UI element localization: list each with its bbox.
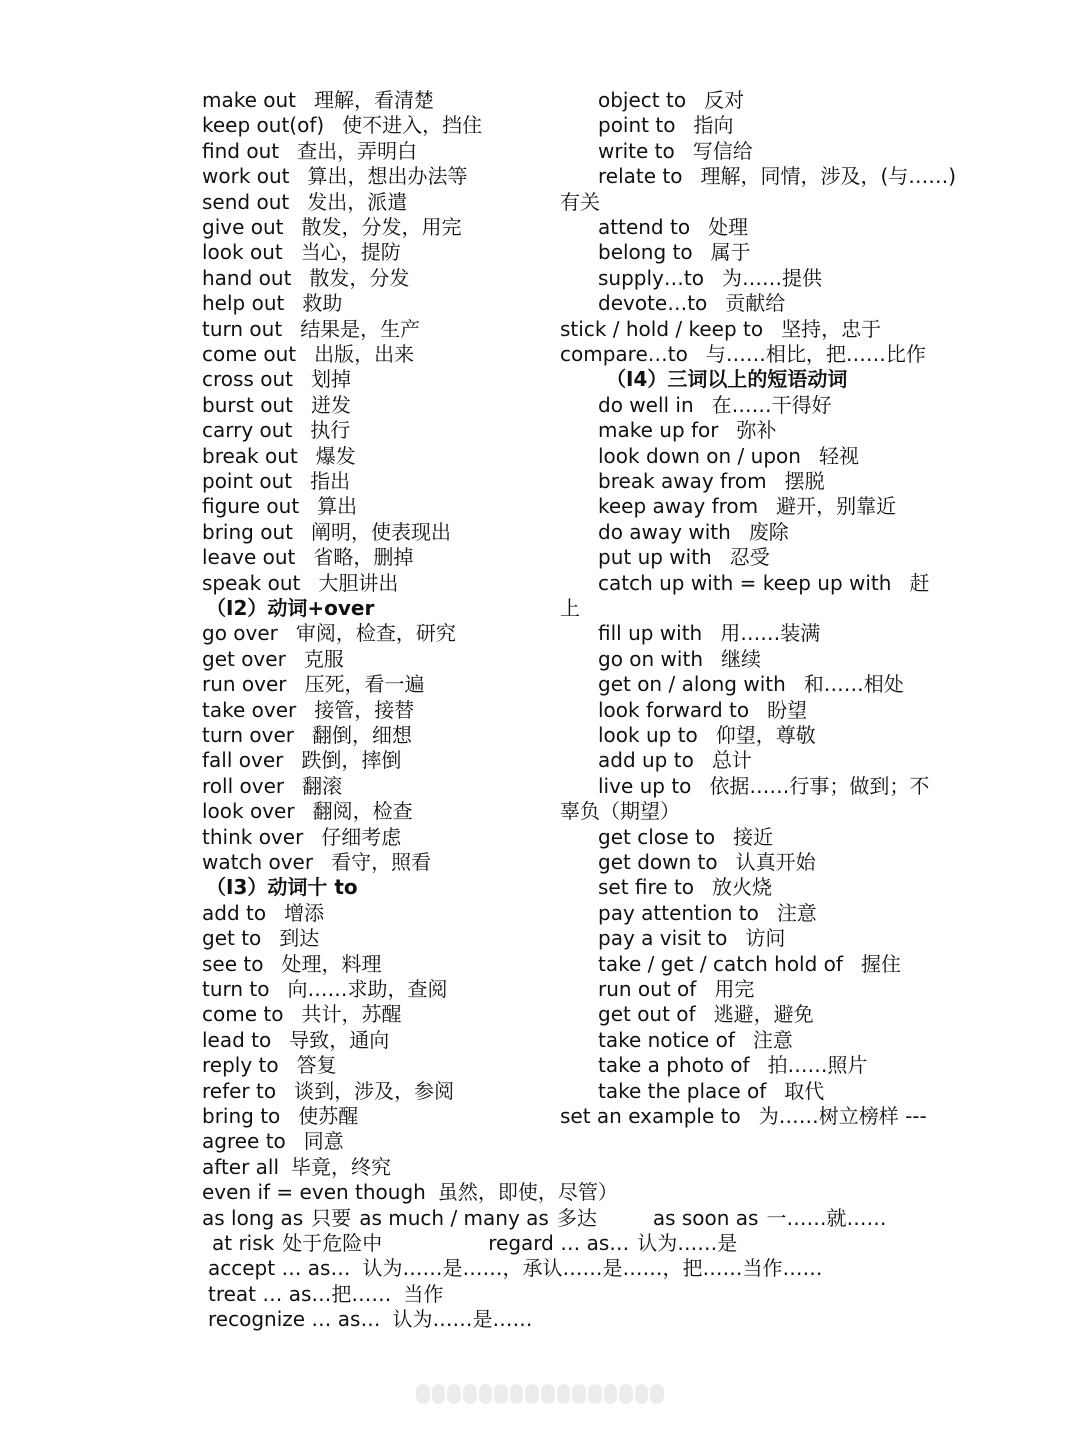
phrase-entry — [598, 977, 754, 1002]
phrase-entry — [598, 571, 929, 596]
phrase-chinese: 弥补 — [736, 418, 777, 443]
phrase-english: stick / hold / keep to — [560, 316, 764, 341]
phrase-entry — [598, 723, 816, 748]
phrase-chinese: 压死，看一遍 — [304, 672, 425, 697]
phrase-chinese: 指出 — [310, 469, 351, 493]
phrase-english: see to — [202, 951, 264, 976]
phrase-english: get over — [202, 646, 286, 671]
phrase-chinese: 毕竟，终究 — [291, 1154, 392, 1179]
phrase-entry — [202, 647, 344, 672]
phrase-entry — [598, 1053, 868, 1078]
phrase-chinese: 查出，弄明白 — [297, 138, 418, 163]
phrase-entry — [598, 215, 748, 240]
watermark-logo — [416, 1384, 664, 1404]
phrase-chinese: 接管，接替 — [314, 697, 415, 722]
phrase-english: even if = even though — [202, 1180, 426, 1205]
phrase-chinese: 克服 — [303, 646, 344, 671]
phrase-english: after all — [202, 1154, 280, 1179]
phrase-entry — [202, 977, 448, 1002]
phrase-english: come to — [202, 1002, 284, 1027]
phrase-chinese: 为……树立榜样 --- — [758, 1104, 927, 1128]
phrase-chinese: 共计，苏醒 — [301, 1002, 402, 1027]
phrase-chinese: 用完 — [714, 977, 755, 1001]
phrase-english: look down on / upon — [598, 443, 801, 468]
phrase-chinese: 坚持，忠于 — [781, 316, 882, 341]
phrase-english: add up to — [598, 748, 694, 773]
phrase-english: bring to — [202, 1104, 281, 1128]
phrase-entry — [202, 88, 434, 113]
wrapped-meaning: 有关 — [560, 189, 600, 214]
phrase-english: pay a visit to — [598, 926, 728, 951]
phrase-entry — [202, 1002, 401, 1027]
phrase-english: agree to — [202, 1129, 286, 1154]
phrase-english: fall over — [202, 748, 284, 773]
phrase-chinese: 总计 — [711, 748, 752, 773]
phrase-entry — [202, 952, 381, 977]
phrase-chinese: 认真开始 — [735, 850, 816, 874]
phrase-entry — [598, 266, 822, 291]
phrase-entry — [598, 952, 901, 977]
phrase-english: leave out — [202, 545, 296, 570]
phrase-english: work out — [202, 164, 290, 189]
phrase-chinese: 认为……是 — [637, 1231, 738, 1255]
phrase-chinese: 注意 — [752, 1027, 793, 1052]
phrase-chinese: 散发，分发 — [309, 265, 410, 290]
phrase-entry — [202, 367, 351, 392]
phrase-entry — [598, 393, 832, 418]
phrase-entry — [598, 1079, 824, 1104]
phrase-entry — [202, 748, 401, 773]
phrase-english: keep away from — [598, 494, 759, 519]
phrase-english: relate to — [598, 164, 683, 189]
phrase-entry — [202, 850, 431, 875]
phrase-english: catch up with = keep up with — [598, 570, 892, 595]
phrase-english: treat … as…把…… — [208, 1281, 392, 1306]
phrase-entry — [202, 698, 414, 723]
phrase-english: get down to — [598, 850, 718, 874]
phrase-chinese: 跌倒，摔倒 — [301, 748, 402, 773]
phrase-english: send out — [202, 189, 290, 214]
phrase-chinese: 处于危险中 — [282, 1231, 383, 1255]
phrase-chinese: 划掉 — [310, 367, 351, 392]
phrase-entry — [560, 317, 881, 342]
phrase-chinese: 执行 — [310, 418, 351, 443]
phrase-entry — [598, 444, 859, 469]
phrase-entry — [202, 215, 462, 240]
phrase-entry — [208, 1282, 443, 1307]
phrase-chinese: 轻视 — [818, 443, 859, 468]
phrase-chinese: 接近 — [733, 824, 774, 849]
phrase-entry — [202, 393, 351, 418]
phrase-entry — [560, 342, 926, 367]
phrase-entry — [598, 774, 929, 799]
phrase-english: do well in — [598, 392, 694, 417]
phrase-entry — [208, 1307, 532, 1332]
phrase-chinese: 算出 — [317, 494, 358, 519]
phrase-entry — [598, 926, 785, 951]
phrase-english: get out of — [598, 1002, 696, 1027]
phrase-entry — [202, 1206, 886, 1231]
phrase-chinese: 避开，别靠近 — [776, 494, 897, 519]
phrase-english: look over — [202, 799, 295, 824]
phrase-entry — [202, 672, 425, 697]
phrase-entry — [598, 621, 820, 646]
phrase-english: fill up with — [598, 621, 703, 646]
phrase-chinese: 多达 — [556, 1205, 597, 1230]
phrase-entry — [598, 494, 896, 519]
phrase-chinese: 仔细考虑 — [321, 824, 402, 849]
phrase-english: turn to — [202, 977, 270, 1001]
phrase-entry — [202, 139, 417, 164]
phrase-chinese: 取代 — [784, 1078, 825, 1103]
phrase-entry — [598, 164, 956, 189]
phrase-chinese: 在……干得好 — [711, 392, 832, 417]
phrase-entry — [598, 901, 817, 926]
phrase-entry — [598, 1002, 814, 1027]
phrase-entry — [202, 1028, 389, 1053]
phrase-english: refer to — [202, 1078, 277, 1103]
phrase-chinese: 写信给 — [692, 138, 753, 163]
phrase-chinese: 握住 — [860, 951, 901, 976]
phrase-chinese: 看守，照看 — [331, 850, 432, 874]
phrase-chinese: 为……提供 — [721, 265, 822, 290]
phrase-chinese: 翻阅，检查 — [312, 799, 413, 824]
phrase-entry — [202, 444, 356, 469]
phrase-english: do away with — [598, 519, 731, 544]
phrase-english: run out of — [598, 977, 697, 1001]
phrase-chinese: 发出，派遣 — [307, 189, 408, 214]
phrase-entry — [202, 723, 412, 748]
phrase-chinese: 理解，同情，涉及，(与……) — [700, 164, 957, 189]
phrase-chinese: 算出，想出办法等 — [307, 164, 468, 189]
phrase-entry — [598, 139, 753, 164]
phrase-entry — [202, 113, 482, 138]
phrase-entry — [202, 317, 420, 342]
phrase-chinese: 依据……行事；做到；不 — [709, 773, 930, 798]
phrase-chinese: 认为……是……，承认……是……，把……当作…… — [362, 1256, 823, 1281]
phrase-entry — [202, 190, 407, 215]
phrase-entry — [598, 825, 773, 850]
phrase-entry — [202, 266, 409, 291]
phrase-english: go over — [202, 621, 278, 646]
phrase-english: turn out — [202, 316, 283, 341]
phrase-entry — [202, 1155, 391, 1180]
phrase-english: write to — [598, 138, 675, 163]
phrase-english: break away from — [598, 469, 767, 493]
phrase-chinese: 出版，出来 — [314, 342, 415, 366]
phrase-english: recognize … as… — [208, 1307, 381, 1332]
phrase-entry — [598, 875, 772, 900]
phrase-entry — [598, 672, 904, 697]
phrase-chinese: 当心，提防 — [300, 240, 401, 265]
phrase-english: put up with — [598, 545, 712, 570]
phrase-english: regard … as… — [488, 1231, 630, 1255]
phrase-chinese: 放火烧 — [712, 875, 773, 900]
phrase-chinese: 翻滚 — [302, 773, 343, 798]
phrase-chinese: 谈到，涉及，参阅 — [294, 1078, 455, 1103]
phrase-chinese: 大胆讲出 — [318, 570, 399, 595]
phrase-entry — [202, 520, 451, 545]
phrase-english: get close to — [598, 824, 716, 849]
phrase-chinese: 结果是，生产 — [300, 316, 421, 341]
phrase-english: carry out — [202, 418, 293, 443]
phrase-entry — [202, 469, 350, 494]
phrase-entry — [202, 1053, 337, 1078]
phrase-chinese: 阐明，使表现出 — [310, 519, 451, 544]
phrase-english: help out — [202, 291, 285, 316]
phrase-english: turn over — [202, 723, 295, 747]
phrase-chinese: 使苏醒 — [298, 1104, 359, 1128]
phrase-english: at risk — [212, 1231, 275, 1255]
phrase-chinese: 拍……照片 — [767, 1053, 868, 1078]
phrase-entry — [598, 88, 744, 113]
phrase-chinese: 到达 — [279, 926, 320, 951]
phrase-chinese: 反对 — [704, 88, 745, 112]
phrase-entry — [598, 469, 825, 494]
phrase-english: point to — [598, 113, 676, 138]
phrase-entry — [202, 774, 342, 799]
phrase-english: set an example to — [560, 1104, 741, 1128]
phrase-chinese: 理解，看清楚 — [314, 88, 435, 112]
phrase-entry — [202, 799, 413, 824]
phrase-english: point out — [202, 469, 293, 493]
phrase-english: make out — [202, 88, 297, 112]
phrase-english: set fire to — [598, 875, 695, 900]
phrase-chinese: 当作 — [403, 1281, 444, 1306]
phrase-english: look forward to — [598, 697, 750, 722]
phrase-entry — [598, 291, 785, 316]
phrase-chinese: 爆发 — [315, 443, 356, 468]
phrase-chinese: 审阅，检查，研究 — [295, 621, 456, 646]
phrase-english: give out — [202, 215, 284, 239]
phrase-entry — [202, 1180, 618, 1205]
phrase-english: go on with — [598, 646, 703, 671]
phrase-chinese: 省略，删掉 — [313, 545, 414, 570]
phrase-chinese: 只要 — [311, 1205, 352, 1230]
phrase-entry — [202, 164, 468, 189]
phrase-chinese: 和……相处 — [803, 672, 904, 697]
phrase-english: compare…to — [560, 342, 688, 366]
phrase-english: get on / along with — [598, 672, 786, 697]
phrase-english: burst out — [202, 392, 293, 417]
phrase-english: think over — [202, 824, 304, 849]
phrase-english: keep out(of) — [202, 113, 325, 138]
phrase-english: bring out — [202, 519, 293, 544]
phrase-english: attend to — [598, 215, 691, 239]
phrase-english: look out — [202, 240, 283, 265]
phrase-entry — [202, 825, 401, 850]
phrase-chinese: 贡献给 — [725, 291, 786, 316]
wrapped-meaning: 上 — [560, 596, 580, 620]
phrase-english: take a photo of — [598, 1053, 750, 1078]
phrase-entry — [598, 647, 761, 672]
phrase-chinese: 答复 — [296, 1053, 337, 1078]
phrase-english: watch over — [202, 850, 314, 874]
phrase-chinese: 用……装满 — [720, 621, 821, 646]
phrase-chinese: 赶 — [909, 570, 930, 595]
section-heading: （I2）动词+over — [206, 596, 375, 620]
phrase-chinese: 忍受 — [729, 545, 770, 570]
phrase-chinese: 与……相比，把……比作 — [705, 342, 926, 366]
phrase-entry — [212, 1231, 737, 1256]
phrase-english: live up to — [598, 773, 692, 798]
phrase-english: look up to — [598, 723, 698, 747]
phrase-english: find out — [202, 138, 280, 163]
phrase-english: object to — [598, 88, 687, 112]
phrase-chinese: 同意 — [303, 1129, 344, 1154]
phrase-english: make up for — [598, 418, 719, 443]
phrase-chinese: 一……就…… — [766, 1205, 887, 1230]
phrase-english: figure out — [202, 494, 300, 519]
phrase-entry — [202, 926, 319, 951]
phrase-english: come out — [202, 342, 297, 366]
phrase-entry — [202, 571, 398, 596]
phrase-chinese: 增添 — [284, 900, 325, 925]
phrase-chinese: 散发，分发，用完 — [301, 215, 462, 239]
phrase-chinese: 导致，通向 — [289, 1027, 390, 1052]
phrase-english: hand out — [202, 265, 292, 290]
phrase-entry — [202, 1129, 344, 1154]
phrase-entry — [598, 1028, 793, 1053]
phrase-english: take the place of — [598, 1078, 767, 1103]
phrase-chinese: 继续 — [721, 646, 761, 671]
phrase-chinese: 逃避，避免 — [713, 1002, 814, 1027]
phrase-entry — [202, 240, 401, 265]
phrase-chinese: 注意 — [776, 900, 817, 925]
phrase-chinese: 访问 — [745, 926, 786, 951]
phrase-english: as much / many as — [359, 1205, 549, 1230]
phrase-entry — [202, 621, 456, 646]
phrase-english: belong to — [598, 240, 693, 265]
phrase-english: run over — [202, 672, 287, 697]
phrase-entry — [202, 418, 350, 443]
phrase-english: reply to — [202, 1053, 279, 1078]
phrase-entry — [598, 520, 789, 545]
phrase-english: devote…to — [598, 291, 708, 316]
phrase-chinese: 处理 — [708, 215, 749, 239]
phrase-english: take notice of — [598, 1027, 735, 1052]
phrase-entry — [202, 1079, 454, 1104]
section-heading: （I3）动词十 to — [206, 875, 358, 900]
phrase-english: cross out — [202, 367, 293, 392]
phrase-entry — [598, 113, 733, 138]
phrase-entry — [202, 494, 357, 519]
phrase-entry — [598, 240, 751, 265]
phrase-english: take over — [202, 697, 297, 722]
section-heading: （I4）三词以上的短语动词 — [606, 367, 848, 392]
phrase-chinese: 仰望，尊敬 — [715, 723, 816, 747]
phrase-chinese: 废除 — [748, 519, 789, 544]
phrase-english: lead to — [202, 1027, 272, 1052]
phrase-english: add to — [202, 900, 267, 925]
phrase-entry — [202, 342, 414, 367]
phrase-english: supply…to — [598, 265, 704, 290]
phrase-english: roll over — [202, 773, 285, 798]
phrase-entry — [202, 1104, 358, 1129]
phrase-chinese: 属于 — [710, 240, 751, 265]
phrase-chinese: 翻倒，细想 — [312, 723, 413, 747]
phrase-english: take / get / catch hold of — [598, 951, 843, 976]
phrase-chinese: 认为……是…… — [392, 1307, 533, 1332]
phrase-chinese: 迸发 — [310, 392, 351, 417]
phrase-entry — [598, 850, 816, 875]
phrase-chinese: 使不进入，挡住 — [342, 113, 483, 138]
phrase-entry — [598, 418, 777, 443]
phrase-entry — [598, 698, 807, 723]
phrase-chinese: 盼望 — [767, 697, 808, 722]
phrase-entry — [208, 1256, 822, 1281]
phrase-chinese: 向……求助，查阅 — [287, 977, 448, 1001]
phrase-chinese: 摆脱 — [784, 469, 825, 493]
phrase-entry — [598, 545, 770, 570]
phrase-entry — [202, 545, 413, 570]
phrase-entry — [202, 291, 342, 316]
phrase-english: as long as — [202, 1205, 304, 1230]
phrase-english: get to — [202, 926, 262, 951]
phrase-chinese: 指向 — [693, 113, 734, 138]
phrase-english: as soon as — [652, 1205, 759, 1230]
phrase-entry — [202, 901, 324, 926]
phrase-english: break out — [202, 443, 298, 468]
wrapped-meaning: 辜负（期望） — [560, 799, 680, 824]
phrase-english: pay attention to — [598, 900, 759, 925]
phrase-chinese: 虽然，即使，尽管） — [437, 1180, 618, 1205]
phrase-english: speak out — [202, 570, 301, 595]
phrase-entry — [598, 748, 752, 773]
phrase-entry — [560, 1104, 927, 1129]
phrase-chinese: 处理，料理 — [281, 951, 382, 976]
phrase-chinese: 救助 — [302, 291, 343, 316]
phrase-english: accept … as… — [208, 1256, 351, 1281]
